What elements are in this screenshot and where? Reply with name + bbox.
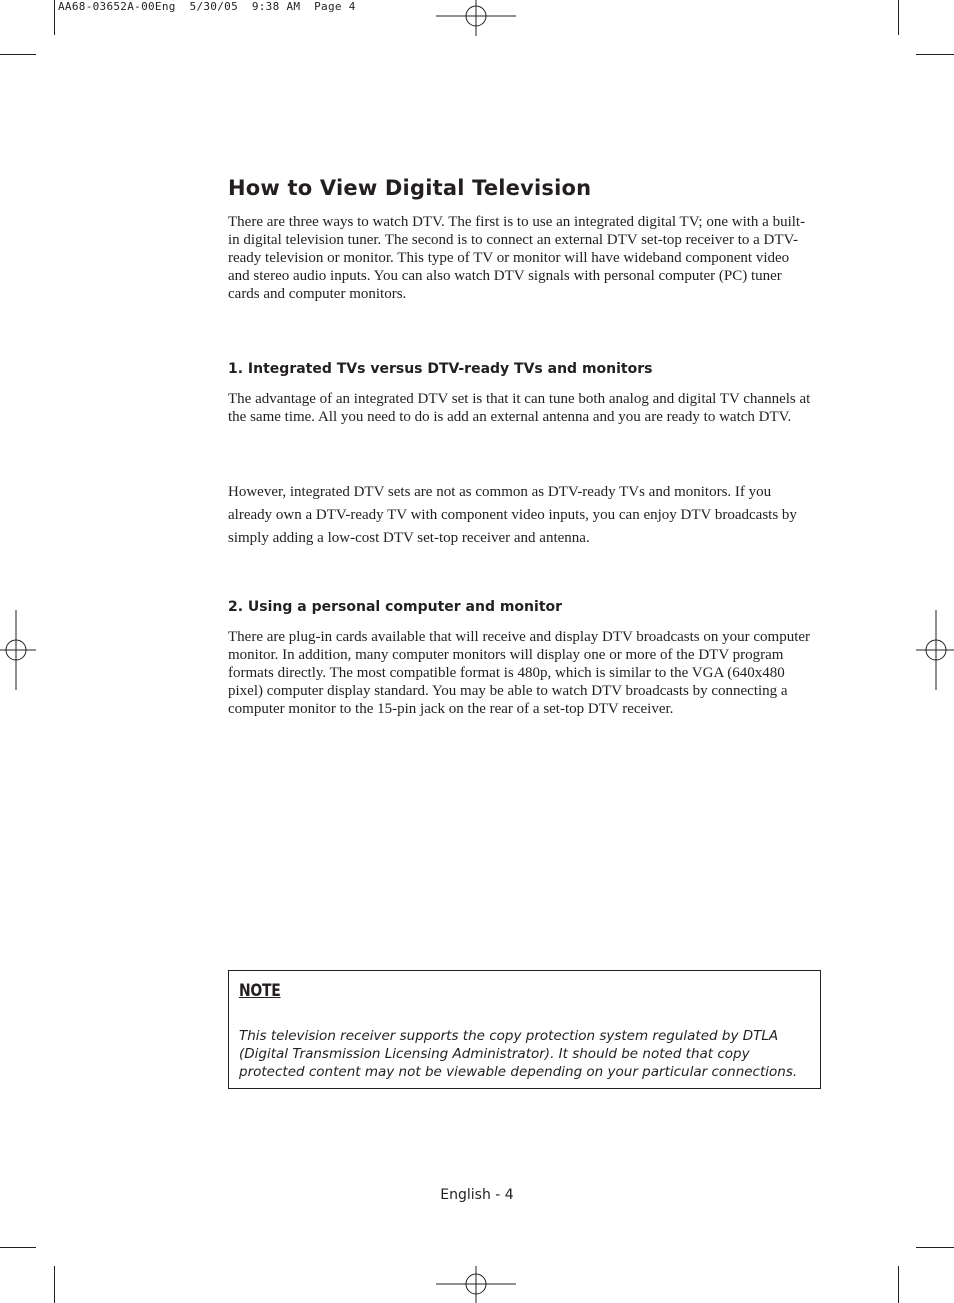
section-1-paragraph-1: The advantage of an integrated DTV set is that it can tune both analog and digital TV channels at the same time. All you need to do is add an external antenna and you are ready to watch DTV.	[228, 391, 811, 425]
print-slug-line: AA68-03652A-00Eng 5/30/05 9:38 AM Page 4	[58, 0, 356, 13]
note-text: This television receiver supports the copy protection system regulated by DTLA (Digital Transmission Licensing Administrator). It should be noted that copy protected content may not be viewable depending on your particular connections.	[239, 1028, 798, 1080]
section-1-paragraph-2: However, integrated DTV sets are not as common as DTV-ready TVs and monitors. If you already own a DTV-ready TV with component video inputs, you can enjoy DTV broadcasts by simply adding a low-cost DTV set-top receiver and antenna.	[228, 484, 797, 546]
crop-mark	[898, 0, 899, 35]
intro-paragraph: There are three ways to watch DTV. The first is to use an integrated digital TV; one with a built-in digital television tuner. The second is to connect an external DTV set-top receiver to a DTV-ready television or monitor. This type of TV or monitor will have wideband component video and stereo audio inputs. You can also watch DTV signals with personal computer (PC) tuner cards and computer monitors.	[228, 214, 806, 302]
crop-mark	[0, 1247, 36, 1248]
crop-mark	[54, 1266, 55, 1303]
note-box	[228, 970, 821, 1089]
registration-mark-icon	[436, 0, 516, 36]
crop-mark	[916, 1247, 954, 1248]
note-title: NOTE	[239, 981, 281, 1001]
registration-mark-icon	[436, 1266, 516, 1303]
crop-mark	[0, 54, 36, 55]
registration-mark-icon	[0, 610, 36, 690]
crop-mark	[916, 54, 954, 55]
crop-mark	[898, 1266, 899, 1303]
section-2-heading: 2. Using a personal computer and monitor	[228, 599, 563, 615]
page-number-footer: English - 4	[440, 1187, 514, 1203]
registration-mark-icon	[916, 610, 954, 690]
section-2-paragraph-1: There are plug-in cards available that will receive and display DTV broadcasts on your computer monitor. In addition, many computer monitors will display one or more of the DTV program formats directly. The most compatible format is 480p, which is similar to the VGA (640x480 pixel) computer display standard. You may be able to watch DTV broadcasts by connecting a computer monitor to the 15-pin jack on the rear of a set-top DTV receiver.	[228, 629, 811, 717]
page-title: How to View Digital Television	[228, 176, 592, 200]
section-1-heading: 1. Integrated TVs versus DTV-ready TVs and monitors	[228, 361, 653, 377]
crop-mark	[54, 0, 55, 35]
